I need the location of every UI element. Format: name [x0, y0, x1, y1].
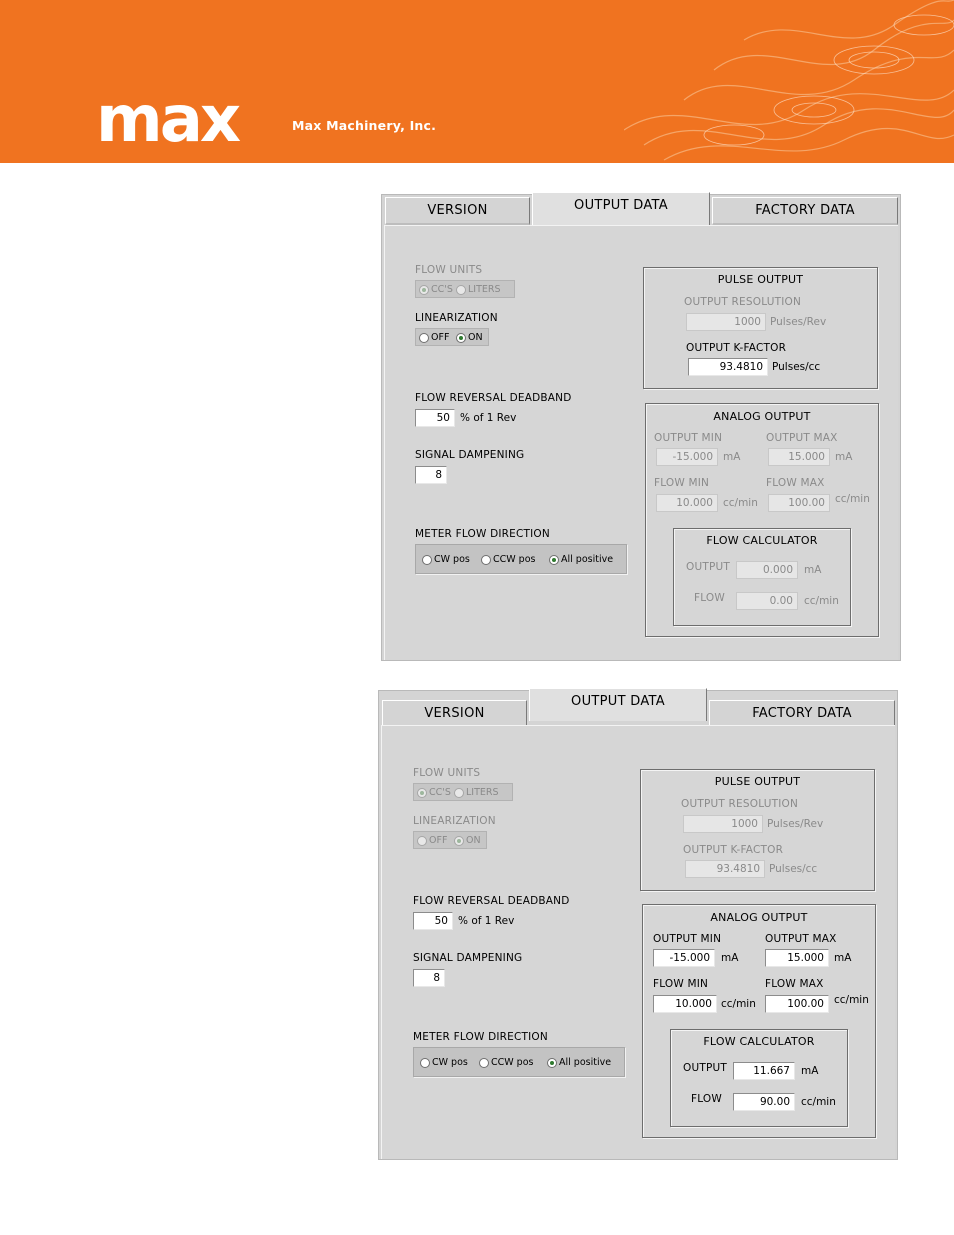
tab-content [381, 725, 895, 1159]
flow-min-unit: cc/min [721, 998, 756, 1010]
output-data-panel-2 [378, 690, 898, 1160]
wave-pattern-decoration [624, 0, 954, 163]
flow-units-selector [413, 783, 513, 801]
radio-ccw-pos[interactable]: CCW pos [481, 554, 535, 565]
radio-empty-icon [481, 555, 491, 565]
radio-off[interactable]: OFF [419, 332, 449, 343]
radio-empty-icon [422, 555, 432, 565]
output-k-factor-label: OUTPUT K-FACTOR [686, 342, 787, 354]
flow-max-input[interactable]: 100.00 [765, 995, 829, 1013]
flow-reversal-deadband-label: FLOW REVERSAL DEADBAND [415, 392, 572, 404]
flow-min-label: FLOW MIN [654, 477, 710, 489]
output-min-input[interactable]: -15.000 [656, 448, 718, 466]
calc-flow-value: 90.00 [733, 1093, 795, 1111]
output-resolution-input[interactable]: 1000 [683, 815, 763, 833]
calc-flow-value: 0.00 [736, 592, 798, 610]
radio-cw-pos[interactable]: CW pos [422, 554, 470, 565]
radio-selected-icon [454, 836, 464, 846]
calc-output-unit: mA [804, 564, 822, 576]
output-resolution-unit: Pulses/Rev [767, 818, 824, 830]
header-banner [0, 0, 954, 163]
calc-flow-unit: cc/min [801, 1096, 836, 1108]
flow-max-input[interactable]: 100.00 [768, 494, 830, 512]
linearization-selector [413, 831, 487, 849]
radio-selected-icon [456, 333, 466, 343]
linearization-label: LINEARIZATION [415, 312, 498, 324]
deadband-input[interactable]: 50 [415, 409, 455, 427]
flow-reversal-deadband-label: FLOW REVERSAL DEADBAND [413, 895, 570, 907]
radio-selected-icon [547, 1058, 557, 1068]
radio-liters[interactable]: LITERS [456, 284, 501, 295]
radio-ccs[interactable]: CC'S [417, 787, 451, 798]
output-max-unit: mA [835, 451, 853, 463]
analog-output-title: ANALOG OUTPUT [713, 410, 811, 423]
radio-selected-icon [419, 285, 429, 295]
output-min-label: OUTPUT MIN [654, 432, 723, 444]
flow-min-unit: cc/min [723, 497, 758, 509]
flow-calculator-title: FLOW CALCULATOR [706, 534, 818, 547]
radio-selected-icon [549, 555, 559, 565]
flow-min-input[interactable]: 10.000 [656, 494, 718, 512]
tab-factory-data[interactable]: FACTORY DATA [712, 197, 898, 225]
meter-flow-direction-label: METER FLOW DIRECTION [415, 528, 550, 540]
pulse-output-group [643, 267, 878, 389]
radio-empty-icon [456, 285, 466, 295]
calc-flow-label: FLOW [694, 592, 725, 604]
tab-bar [382, 195, 900, 225]
radio-on[interactable]: ON [456, 332, 483, 343]
flow-calculator-group [673, 528, 851, 626]
output-resolution-unit: Pulses/Rev [770, 316, 827, 328]
signal-dampening-input[interactable]: 8 [413, 969, 445, 987]
output-min-unit: mA [723, 451, 741, 463]
flow-calculator-title: FLOW CALCULATOR [703, 1035, 815, 1048]
analog-output-group [642, 904, 876, 1138]
calc-output-value: 11.667 [733, 1062, 795, 1080]
linearization-label: LINEARIZATION [413, 815, 496, 827]
deadband-unit: % of 1 Rev [458, 915, 515, 927]
output-max-label: OUTPUT MAX [765, 933, 837, 945]
tab-output-data[interactable]: OUTPUT DATA [529, 688, 707, 721]
analog-output-group [645, 403, 879, 637]
output-k-factor-input[interactable]: 93.4810 [688, 358, 768, 376]
output-min-label: OUTPUT MIN [653, 933, 722, 945]
flow-min-input[interactable]: 10.000 [653, 995, 717, 1013]
deadband-input[interactable]: 50 [413, 912, 453, 930]
output-resolution-label: OUTPUT RESOLUTION [684, 296, 802, 308]
tab-output-data[interactable]: OUTPUT DATA [532, 192, 710, 225]
signal-dampening-label: SIGNAL DAMPENING [413, 952, 523, 964]
pulse-output-title: PULSE OUTPUT [717, 273, 804, 286]
radio-ccw-pos[interactable]: CCW pos [479, 1057, 533, 1068]
output-data-panel-1 [381, 194, 901, 661]
pulse-output-title: PULSE OUTPUT [714, 775, 801, 788]
flow-max-label: FLOW MAX [766, 477, 825, 489]
radio-empty-icon [419, 333, 429, 343]
output-k-factor-unit: Pulses/cc [769, 863, 818, 875]
output-resolution-label: OUTPUT RESOLUTION [681, 798, 799, 810]
linearization-selector [415, 328, 489, 346]
calc-output-label: OUTPUT [683, 1062, 727, 1074]
tab-content [384, 225, 898, 660]
output-k-factor-input[interactable]: 93.4810 [685, 860, 765, 878]
calc-output-unit: mA [801, 1065, 819, 1077]
meter-flow-direction-selector [413, 1047, 625, 1077]
tab-bar [379, 691, 897, 721]
analog-output-title: ANALOG OUTPUT [710, 911, 808, 924]
flow-units-selector [415, 280, 515, 298]
flow-units-label: FLOW UNITS [413, 767, 481, 779]
output-max-unit: mA [834, 952, 852, 964]
output-max-input[interactable]: 15.000 [768, 448, 830, 466]
flow-max-unit: cc/min [834, 994, 869, 1006]
meter-flow-direction-label: METER FLOW DIRECTION [413, 1031, 548, 1043]
calc-output-label: OUTPUT [686, 561, 730, 573]
meter-flow-direction-selector [415, 544, 627, 574]
output-max-input[interactable]: 15.000 [765, 949, 829, 967]
radio-ccs[interactable]: CC'S [419, 284, 453, 295]
flow-max-label: FLOW MAX [765, 978, 824, 990]
output-min-unit: mA [721, 952, 739, 964]
flow-calculator-group [670, 1029, 848, 1127]
radio-all-positive[interactable]: All positive [547, 1057, 611, 1068]
output-min-input[interactable]: -15.000 [653, 949, 715, 967]
radio-on[interactable]: ON [454, 835, 481, 846]
radio-empty-icon [417, 836, 427, 846]
radio-empty-icon [479, 1058, 489, 1068]
signal-dampening-label: SIGNAL DAMPENING [415, 449, 525, 461]
calc-flow-label: FLOW [691, 1093, 722, 1105]
tab-version[interactable]: VERSION [382, 700, 527, 728]
deadband-unit: % of 1 Rev [460, 412, 517, 424]
tab-version[interactable]: VERSION [385, 197, 530, 225]
radio-off[interactable]: OFF [417, 835, 447, 846]
company-logo: max [96, 83, 239, 157]
output-k-factor-label: OUTPUT K-FACTOR [683, 844, 784, 856]
flow-min-label: FLOW MIN [653, 978, 709, 990]
output-resolution-input[interactable]: 1000 [686, 313, 766, 331]
radio-empty-icon [454, 788, 464, 798]
pulse-output-group [640, 769, 875, 891]
radio-all-positive[interactable]: All positive [549, 554, 613, 565]
radio-liters[interactable]: LITERS [454, 787, 499, 798]
flow-max-unit: cc/min [835, 493, 870, 505]
flow-units-label: FLOW UNITS [415, 264, 483, 276]
radio-cw-pos[interactable]: CW pos [420, 1057, 468, 1068]
calc-flow-unit: cc/min [804, 595, 839, 607]
radio-empty-icon [420, 1058, 430, 1068]
signal-dampening-input[interactable]: 8 [415, 466, 447, 484]
radio-selected-icon [417, 788, 427, 798]
output-max-label: OUTPUT MAX [766, 432, 838, 444]
company-name: Max Machinery, Inc. [292, 118, 437, 133]
calc-output-value: 0.000 [736, 561, 798, 579]
tab-factory-data[interactable]: FACTORY DATA [709, 700, 895, 728]
output-k-factor-unit: Pulses/cc [772, 361, 821, 373]
